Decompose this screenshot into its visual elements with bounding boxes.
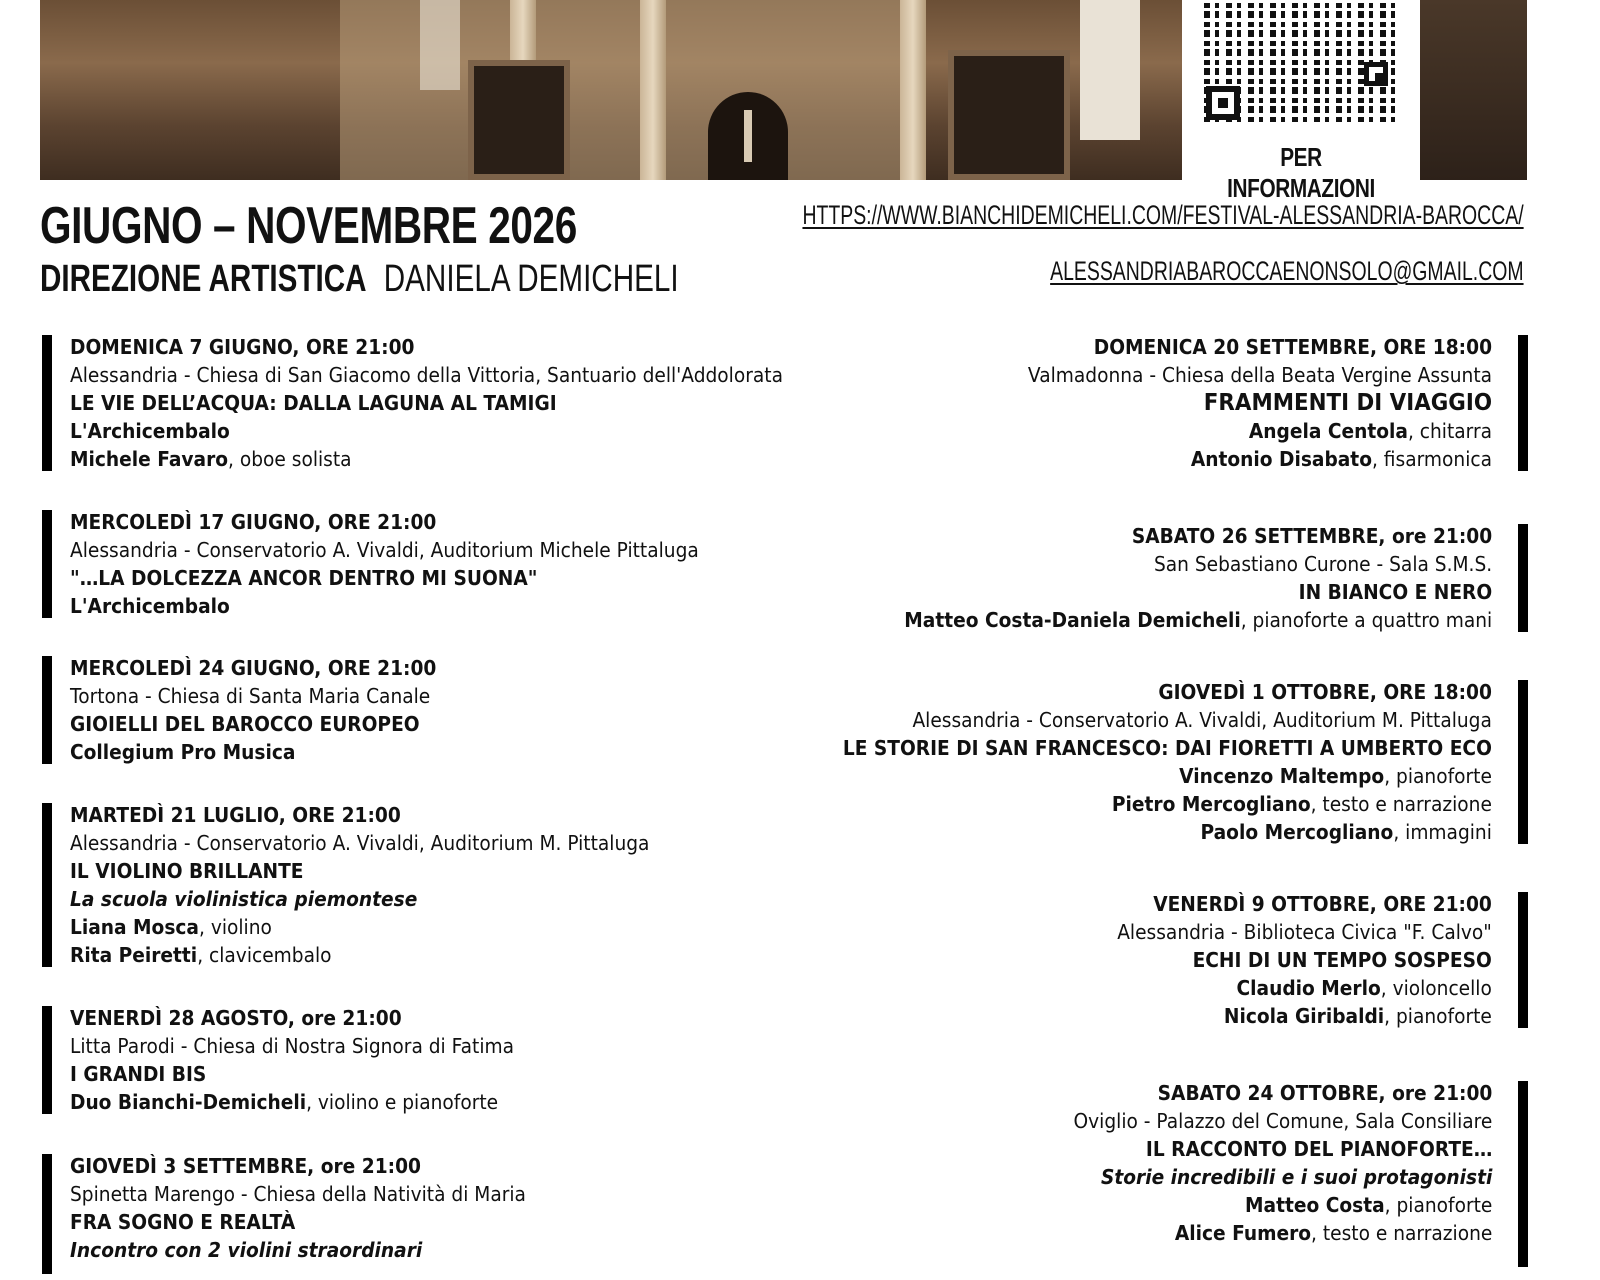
performer-role: , violoncello [1380,976,1492,1000]
event-venue: Valmadonna - Chiesa della Beata Vergine Assunta [1027,363,1492,387]
performer-name: Pietro Mercogliano [1112,792,1311,816]
performer-role: , violino [198,915,272,939]
performer-name: Angela Centola [1248,419,1408,443]
email-link[interactable]: ALESSANDRIABAROCCAENONSOLO@GMAIL.COM [1050,256,1524,286]
event-performer [70,445,783,473]
event-venue: Alessandria - Conservatorio A. Vivaldi, Auditorium M. Pittaluga [70,831,650,855]
qr-caption: PER INFORMAZIONI [1227,142,1375,203]
event-title: ECHI DI UN TEMPO SOSPESO [1192,948,1492,972]
event-card [70,1152,560,1264]
event-performer [843,818,1492,846]
performer-role: , testo e narrazione [1310,792,1492,816]
event-performer [1028,417,1492,445]
event-title: "…LA DOLCEZZA ANCOR DENTRO MI SUONA" [70,566,538,590]
church-door [948,50,1070,180]
event-performer [70,913,649,941]
event-venue: San Sebastiano Curone - Sala S.M.S. [1153,552,1492,576]
event-venue: Alessandria - Biblioteca Civica "F. Calvo" [1117,920,1492,944]
event-date: VENERDÌ 9 OTTOBRE, ORE 21:00 [1153,892,1492,916]
event-card [1089,890,1492,1030]
event-title: GIOIELLI DEL BAROCCO EUROPEO [70,712,420,736]
column [900,0,926,180]
column [640,0,666,180]
event-card [860,522,1492,634]
event-bar [1518,335,1528,471]
event-card [70,333,837,473]
performer-role: , oboe solista [228,447,352,471]
event-subtitle: Incontro con 2 violini straordinari [70,1238,423,1262]
event-title: IL RACCONTO DEL PIANOFORTE… [1145,1137,1492,1161]
performer-role: , fisarmonica [1371,447,1492,471]
event-venue: Alessandria - Conservatorio A. Vivaldi, Auditorium Michele Pittaluga [70,538,699,562]
artistic-direction [40,258,679,301]
event-performer [1073,1219,1492,1247]
performer-name: Claudio Merlo [1236,976,1381,1000]
performer-name: Matteo Costa-Daniela Demicheli [904,608,1241,632]
event-performer [843,762,1492,790]
event-date: SABATO 26 SETTEMBRE, ore 21:00 [1131,524,1492,548]
event-performer [1028,445,1492,473]
qr-finder-icon [1206,86,1240,120]
performer-role: , clavicembalo [197,943,332,967]
director-name: DANIELA DEMICHELI [383,258,679,300]
church-door [468,60,570,180]
event-card [70,1004,547,1116]
event-venue: Oviglio - Palazzo del Comune, Sala Consiliare [1073,1109,1492,1133]
event-card [794,678,1492,846]
performer-name: Matteo Costa [1244,1193,1385,1217]
event-performer [904,606,1492,634]
performer-name: Michele Favaro [70,447,229,471]
event-title: FRA SOGNO E REALTÀ [70,1210,296,1234]
event-venue: Litta Parodi - Chiesa di Nostra Signora di Fatima [70,1034,515,1058]
performer-name: Rita Peiretti [70,943,198,967]
performer-role: , chitarra [1407,419,1492,443]
event-title: LE VIE DELL’ACQUA: DALLA LAGUNA AL TAMIGI [70,391,557,415]
event-title: IN BIANCO E NERO [1298,580,1492,604]
event-ensemble: Collegium Pro Musica [70,740,296,764]
header-photo [40,0,1182,180]
event-bar [1518,524,1528,632]
qr-align-icon [1364,62,1388,86]
performer-role: , pianoforte [1384,1004,1492,1028]
event-date: MARTEDÌ 21 LUGLIO, ORE 21:00 [70,803,401,827]
event-performer [1073,1191,1492,1219]
event-date: DOMENICA 7 GIUGNO, ORE 21:00 [70,335,415,359]
event-venue: Alessandria - Chiesa di San Giacomo della Vittoria, Santuario dell'Addolorata [70,363,783,387]
event-bar [42,656,52,764]
performer-name: Nicola Giribaldi [1224,1004,1385,1028]
event-bar [1518,1081,1528,1267]
performer-role: , pianoforte [1384,764,1492,788]
event-card [70,654,464,766]
event-card [1042,1079,1492,1247]
performer-role: , testo e narrazione [1310,1221,1492,1245]
performer-name: Liana Mosca [70,915,199,939]
qr-code-panel [1182,0,1420,203]
church-window [708,92,788,180]
event-date: MERCOLEDÌ 24 GIUGNO, ORE 21:00 [70,656,437,680]
plaque [1080,0,1140,140]
event-date: GIOVEDÌ 3 SETTEMBRE, ore 21:00 [70,1154,421,1178]
event-date: GIOVEDÌ 1 OTTOBRE, ORE 18:00 [1158,680,1492,704]
event-title: IL VIOLINO BRILLANTE [70,859,304,883]
event-venue: Spinetta Marengo - Chiesa della Natività di Maria [70,1182,526,1206]
event-ensemble: L'Archicembalo [70,594,230,618]
event-title: I GRANDI BIS [70,1062,207,1086]
festival-dates-title: GIUGNO – NOVEMBRE 2026 [40,197,577,255]
performer-name: Antonio Disabato [1190,447,1372,471]
event-card [70,801,693,969]
event-performer [70,941,649,969]
event-venue: Tortona - Chiesa di Santa Maria Canale [70,684,431,708]
performer-role: , pianoforte [1384,1193,1492,1217]
event-performer [1117,1002,1492,1030]
event-title: LE STORIE DI SAN FRANCESCO: DAI FIORETTI A UMBERTO ECO [842,736,1492,760]
event-bar [42,1006,52,1114]
performer-role: , violino e pianoforte [306,1090,499,1114]
performer-name: Duo Bianchi-Demicheli [70,1090,307,1114]
event-venue: Alessandria - Conservatorio A. Vivaldi, Auditorium M. Pittaluga [912,708,1492,732]
event-bar [1518,680,1528,844]
event-performer [1117,974,1492,1002]
event-date: DOMENICA 20 SETTEMBRE, ORE 18:00 [1093,335,1492,359]
event-title: FRAMMENTI DI VIAGGIO [1203,390,1492,416]
event-performer [843,790,1492,818]
event-bar [42,335,52,471]
event-card [993,333,1492,473]
website-link[interactable]: HTTPS://WWW.BIANCHIDEMICHELI.COM/FESTIVAL-ALESSANDRIA-BAROCCA/ [802,200,1524,230]
event-subtitle: Storie incredibili e i suoi protagonisti [1100,1165,1492,1189]
performer-name: Vincenzo Maltempo [1179,764,1385,788]
event-date: VENERDÌ 28 AGOSTO, ore 21:00 [70,1006,402,1030]
event-bar [42,803,52,967]
event-date: MERCOLEDÌ 17 GIUGNO, ORE 21:00 [70,510,437,534]
performer-name: Alice Fumero [1174,1221,1311,1245]
event-bar [42,510,52,618]
performer-name: Paolo Mercogliano [1200,820,1394,844]
event-date: SABATO 24 OTTOBRE, ore 21:00 [1157,1081,1492,1105]
performer-role: , pianoforte a quattro mani [1240,608,1492,632]
event-subtitle: La scuola violinistica piemontese [70,887,418,911]
event-card [70,508,746,620]
performer-role: , immagini [1393,820,1492,844]
direction-label: DIREZIONE ARTISTICA [40,258,367,300]
plaque [420,0,460,90]
event-ensemble: L'Archicembalo [70,419,230,443]
event-performer [70,1088,514,1116]
header-photo-edge [1420,0,1527,180]
event-bar [42,1154,52,1274]
event-bar [1518,892,1528,1028]
